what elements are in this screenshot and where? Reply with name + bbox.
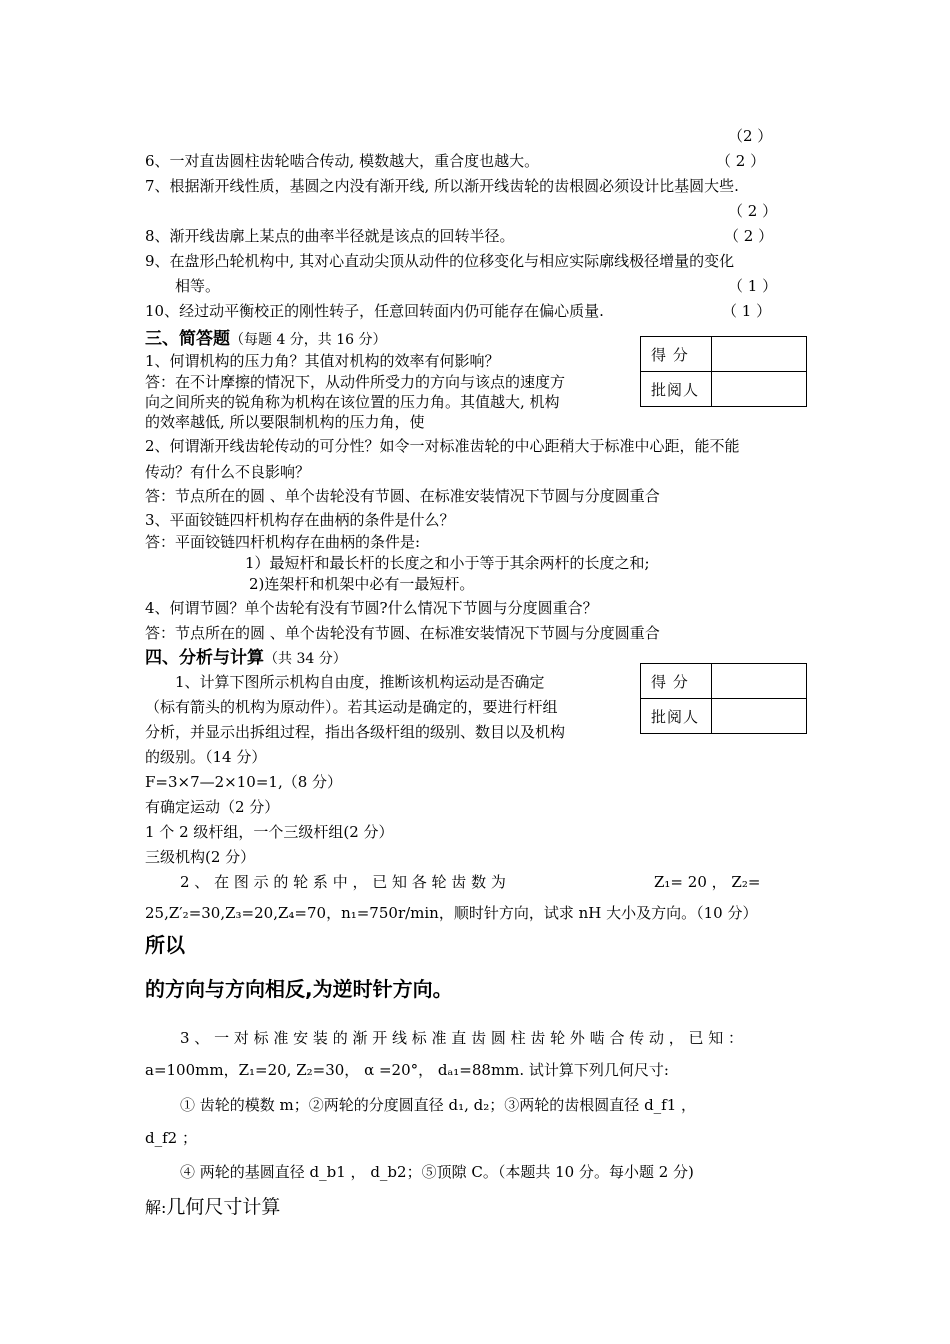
solution-prefix: 解: [145, 1198, 167, 1217]
section4-score-box [640, 663, 807, 734]
solution-title: 几何尺寸计算 [166, 1196, 281, 1218]
reviewer-field[interactable] [712, 699, 807, 734]
s4-solution-1-line1: F=3×7—2×10=1,（8 分） [145, 773, 343, 791]
section3-score-box [640, 336, 807, 407]
s4-problem-1-line3: 分析，并显示出拆组过程，指出各级杆组的级别、数目以及机构 [145, 723, 566, 741]
s3-answer-1-line3: 的效率越低, 所以要限制机构的压力角，使 [145, 413, 425, 431]
section3-score-note: （每题 4 分，共 16 分） [230, 332, 387, 348]
answer-6: （ 2 ） [716, 152, 766, 170]
s3-question-2-line1: 2、何谓渐开线齿轮传动的可分性？如令一对标准齿轮的中心距稍大于标准中心距，能不能 [145, 437, 740, 455]
score-field[interactable] [712, 664, 807, 699]
question-10: 10、经过动平衡校正的刚性转子，任意回转面内仍可能存在偏心质量. [145, 302, 604, 320]
s4-solution-1-line2: 有确定运动（2 分） [145, 798, 280, 816]
s4-solution-1-line3: 1 个 2 级杆组，一个三级杆组(2 分） [145, 823, 394, 841]
s4-big-text-2: 的方向与方向相反,为逆时针方向。 [145, 977, 453, 1001]
answer-7: （ 2 ） [728, 202, 778, 220]
score-label: 得 分 [641, 337, 712, 372]
answer-9: （ 1 ） [728, 277, 778, 295]
s4-problem-3-line2: a=100mm，Z₁=20, Z₂=30， α =20°， dₐ₁=88mm. 试计算下列几何尺寸: [145, 1061, 669, 1079]
s3-answer-1-line1: 答：在不计摩擦的情况下，从动件所受力的方向与该点的速度方 [145, 373, 566, 391]
s3-answer-3-line1: 答：平面铰链四杆机构存在曲柄的条件是: [145, 533, 421, 551]
question-6: 6、一对直齿圆柱齿轮啮合传动, 模数越大，重合度也越大。 [145, 152, 540, 170]
s4-solution-3-heading [145, 1196, 280, 1219]
s4-problem-2-line2: 25,Z′₂=30,Z₃=20,Z₄=70，n₁=750r/min，顺时针方向，试求 nH 大小及方向。（10 分） [145, 904, 758, 922]
s3-answer-4: 答：节点所在的圆 、单个齿轮没有节圆、在标准安装情况下节圆与分度圆重合 [145, 624, 660, 642]
s4-problem-3-line4: d_f2 ； [145, 1129, 197, 1147]
s3-answer-1-line2: 向之间所夹的锐角称为机构在该位置的压力角。其值越大, 机构 [145, 393, 560, 411]
s3-question-2-line2: 传动？有什么不良影响？ [145, 463, 311, 481]
s4-solution-1-line4: 三级机构(2 分） [145, 848, 256, 866]
reviewer-label: 批阅人 [641, 372, 712, 407]
section3-heading [145, 329, 387, 350]
s4-problem-2-line1a: 2 、 在 图 示 的 轮 系 中 ， 已 知 各 轮 齿 数 为 [180, 873, 506, 891]
answer-8: （ 2 ） [724, 227, 774, 245]
s4-problem-1-line4: 的级别。（14 分） [145, 748, 267, 766]
s4-problem-1-line2: （标有箭头的机构为原动件）。若其运动是确定的，要进行杆组 [145, 698, 558, 716]
reviewer-label: 批阅人 [641, 699, 712, 734]
section3-title: 三、简答题 [145, 329, 230, 349]
s3-question-1: 1、何谓机构的压力角？其值对机构的效率有何影响？ [145, 352, 500, 370]
s3-question-4: 4、何谓节圆？单个齿轮有没有节圆?什么情况下节圆与分度圆重合？ [145, 599, 598, 617]
answer-top: （2 ） [728, 127, 773, 145]
s3-answer-2: 答：节点所在的圆 、单个齿轮没有节圆、在标准安装情况下节圆与分度圆重合 [145, 487, 660, 505]
s4-big-text-1: 所以 [145, 933, 185, 957]
question-7: 7、根据渐开线性质，基圆之内没有渐开线, 所以渐开线齿轮的齿根圆必须设计比基圆大些. [145, 177, 739, 195]
s3-answer-3-line2: 1）最短杆和最长杆的长度之和小于等于其余两杆的长度之和; [245, 554, 650, 572]
s4-problem-3-line1: 3 、 一 对 标 准 安 装 的 渐 开 线 标 准 直 齿 圆 柱 齿 轮 外 啮 合 传 动 ， 已 知 ： [180, 1029, 744, 1047]
reviewer-field[interactable] [712, 372, 807, 407]
question-9-line2: 相等。 [175, 277, 221, 295]
section4-heading [145, 648, 347, 669]
s4-problem-2-line1b: Z₁= 20 ， Z₂= [654, 873, 761, 891]
s4-problem-3-line3: ① 齿轮的模数 m；②两轮的分度圆直径 d₁, d₂；③两轮的齿根圆直径 d_f1 ， [180, 1096, 697, 1114]
section4-score-note: （共 34 分） [264, 651, 347, 667]
score-label: 得 分 [641, 664, 712, 699]
s3-question-3: 3、平面铰链四杆机构存在曲柄的条件是什么？ [145, 511, 455, 529]
answer-10: （ 1 ） [722, 302, 772, 320]
score-field[interactable] [712, 337, 807, 372]
s3-answer-3-line3: 2)连架杆和机架中必有一最短杆。 [249, 575, 475, 593]
question-9-line1: 9、在盘形凸轮机构中, 其对心直动尖顶从动件的位移变化与相应实际廓线极径增量的变化 [145, 252, 735, 270]
section4-title: 四、分析与计算 [145, 648, 264, 668]
s4-problem-1-line1: 1、计算下图所示机构自由度，推断该机构运动是否确定 [175, 673, 545, 691]
s4-problem-3-line5: ④ 两轮的基圆直径 d_b1 ， d_b2；⑤顶隙 C。（本题共 10 分。每小题 2 分) [180, 1163, 694, 1181]
question-8: 8、渐开线齿廓上某点的曲率半径就是该点的回转半径。 [145, 227, 515, 245]
